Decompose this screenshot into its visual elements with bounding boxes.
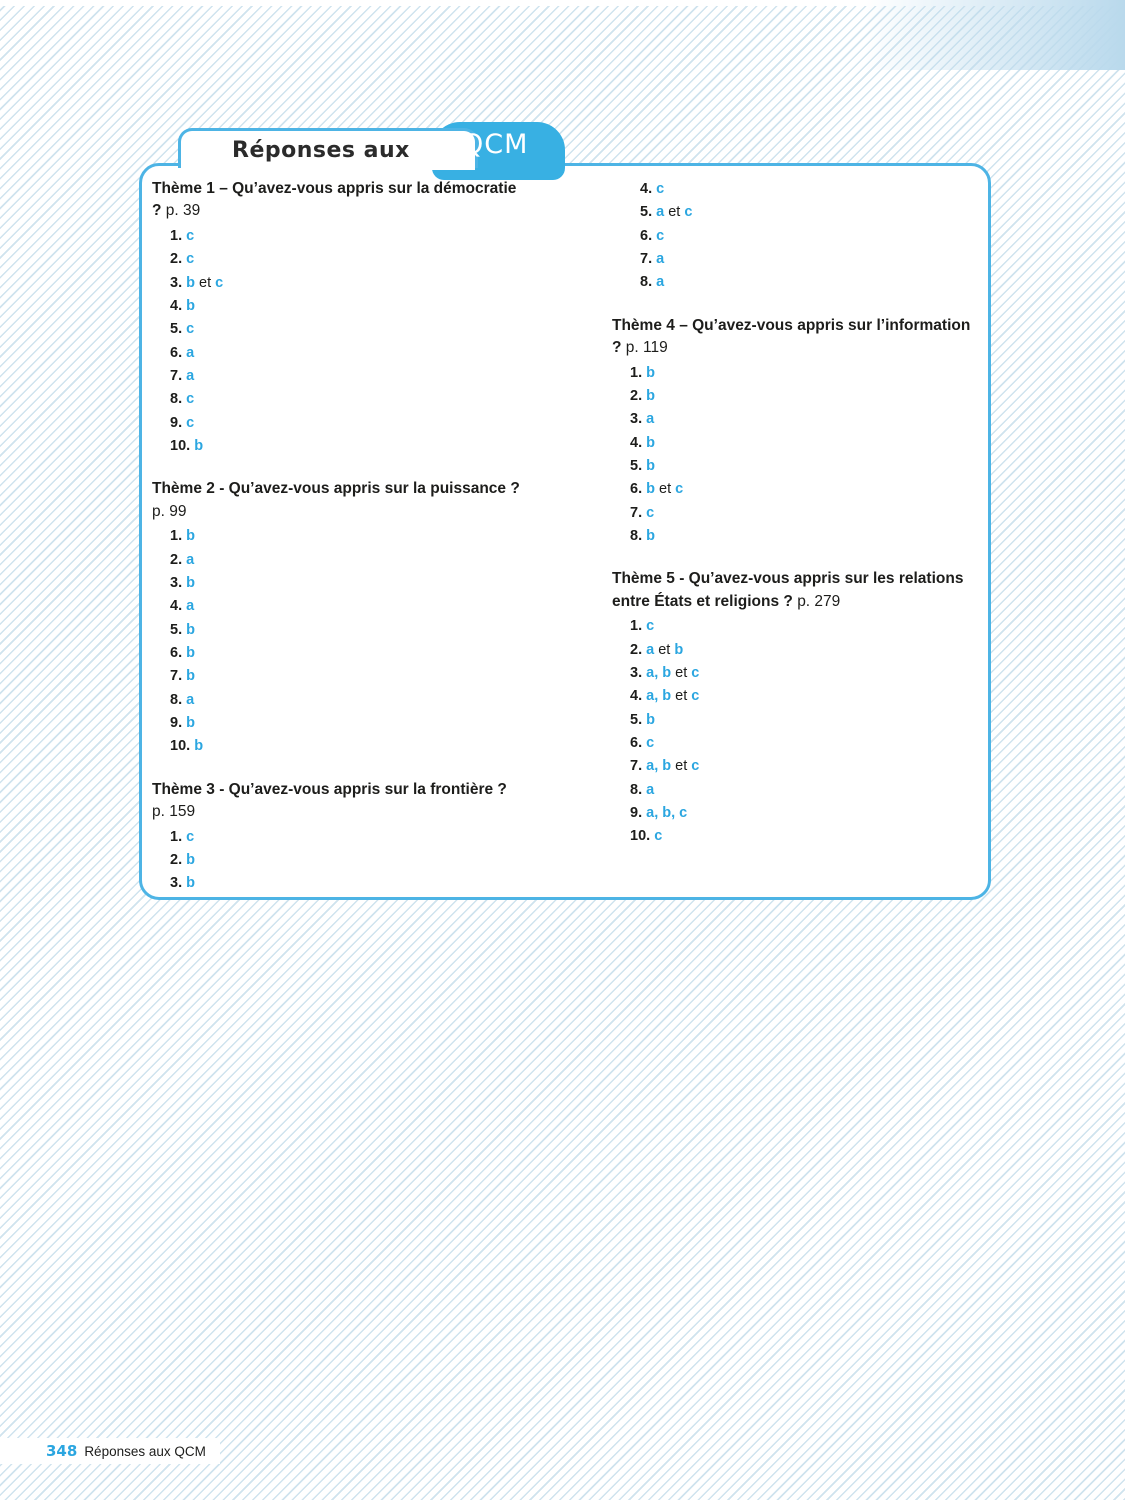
answer-value: a <box>646 781 655 798</box>
answer-separator: et <box>659 481 672 498</box>
answer-value: b <box>646 711 655 728</box>
answer-number: 9. <box>170 414 183 431</box>
answer-value-extra: b <box>662 688 672 705</box>
answer-row <box>630 408 982 431</box>
answer-value: a, <box>646 805 659 822</box>
answer-number: 6. <box>630 735 643 752</box>
theme-page-ref: p. 99 <box>152 502 187 520</box>
answer-row <box>170 849 522 872</box>
theme-block <box>612 315 982 549</box>
answer-value-secondary: c <box>691 665 700 682</box>
answer-row <box>630 455 982 478</box>
answer-row <box>630 502 982 525</box>
answer-number: 7. <box>170 668 183 685</box>
answer-value: a <box>646 641 655 658</box>
answer-value: b <box>646 481 655 498</box>
answer-number: 10. <box>170 438 191 455</box>
answer-row <box>630 732 982 755</box>
answer-number: 6. <box>170 344 183 361</box>
answers-column-left <box>152 178 522 916</box>
answer-value: b <box>186 645 195 662</box>
title-tab-cover <box>181 162 475 170</box>
answer-row <box>630 525 982 548</box>
answer-number: 2. <box>170 251 183 268</box>
answer-row <box>170 642 522 665</box>
answer-value: b <box>186 297 195 314</box>
answer-row <box>170 318 522 341</box>
answer-row <box>640 201 982 224</box>
answer-value-secondary: c <box>691 758 700 775</box>
answer-number: 9. <box>630 805 643 822</box>
answer-value: c <box>646 735 655 752</box>
answer-value-secondary: b <box>674 641 684 658</box>
answer-number: 3. <box>630 665 643 682</box>
theme-page-ref: p. 159 <box>152 803 196 821</box>
answer-value: a <box>186 551 195 568</box>
answer-row <box>630 385 982 408</box>
theme-heading: Thème 3 - Qu’avez-vous appris sur la frontière ? p. 159 <box>152 780 507 821</box>
answer-number: 1. <box>170 528 183 545</box>
answer-value: b <box>186 875 195 892</box>
answer-value: a, <box>646 688 659 705</box>
answer-number: 3. <box>170 575 183 591</box>
answer-separator: et <box>675 665 688 682</box>
theme-heading: Thème 2 - Qu’avez-vous appris sur la puissance ? p. 99 <box>152 480 520 520</box>
answer-number: 2. <box>170 551 183 568</box>
answer-row <box>170 712 522 735</box>
theme-heading: Thème 4 – Qu’avez-vous appris sur l’information ? p. 119 <box>612 316 971 357</box>
answer-value: c <box>646 504 655 521</box>
answer-number: 5. <box>640 204 653 221</box>
answer-row <box>640 248 982 271</box>
answer-row <box>170 225 522 248</box>
answer-number: 7. <box>630 758 643 775</box>
answer-separator: et <box>199 274 212 291</box>
theme-heading: Thème 1 – Qu’avez-vous appris sur la démocratie ? p. 39 <box>152 180 517 220</box>
answer-value: c <box>656 227 665 244</box>
answer-separator: et <box>675 758 688 775</box>
answer-number: 4. <box>640 181 653 197</box>
answer-value: b <box>646 364 655 381</box>
answer-row <box>640 271 982 294</box>
answer-value: c <box>186 828 195 845</box>
answer-list <box>612 615 982 848</box>
answer-number: 4. <box>630 434 643 451</box>
answers-column-right <box>612 178 982 869</box>
theme-heading: Thème 5 - Qu’avez-vous appris sur les relations entre États et religions ? p. 279 <box>612 570 964 610</box>
answer-separator: et <box>668 204 681 221</box>
answer-number: 1. <box>170 828 183 845</box>
answer-value: c <box>186 227 195 244</box>
answer-value: b <box>186 668 195 685</box>
answer-value: b <box>186 528 195 545</box>
answer-separator: et <box>658 641 671 658</box>
answer-number: 6. <box>640 227 653 244</box>
answer-separator: et <box>675 688 688 705</box>
answer-number: 8. <box>630 528 643 545</box>
answer-number: 5. <box>170 621 183 638</box>
answer-row <box>630 615 982 638</box>
answer-value-extra: b <box>662 758 672 775</box>
answer-value: a <box>656 251 665 268</box>
answer-number: 7. <box>170 368 183 384</box>
answer-value: b <box>186 274 195 291</box>
footer-label: Réponses aux QCM <box>84 1443 206 1459</box>
answer-row <box>170 272 522 295</box>
answer-value: b <box>186 852 195 869</box>
answer-number: 1. <box>170 227 183 244</box>
answer-row <box>170 572 522 595</box>
answer-number: 8. <box>630 781 643 798</box>
answer-row <box>170 826 522 849</box>
answer-row <box>170 388 522 411</box>
answer-number: 5. <box>630 458 643 475</box>
answer-row <box>170 689 522 712</box>
answer-value: c <box>186 391 195 408</box>
answer-row <box>170 365 522 388</box>
answer-row <box>170 595 522 618</box>
answer-row <box>170 665 522 688</box>
answer-value: a, <box>646 758 659 775</box>
answer-value: a <box>656 274 665 291</box>
answer-value: a <box>646 411 655 428</box>
answer-value: a <box>186 368 195 384</box>
page-footer <box>0 1438 220 1464</box>
answer-row <box>630 362 982 385</box>
answer-row <box>630 755 982 778</box>
answer-list <box>152 826 522 896</box>
answer-row <box>630 639 982 662</box>
answer-list <box>152 525 522 758</box>
answer-number: 8. <box>170 691 183 708</box>
answer-value: b <box>646 434 655 451</box>
answer-number: 7. <box>630 504 643 521</box>
answer-number: 7. <box>640 251 653 268</box>
answer-value: a <box>656 204 665 221</box>
answer-value-secondary: c <box>691 688 700 705</box>
answer-number: 3. <box>170 274 183 291</box>
answer-value-secondary: c <box>679 805 688 822</box>
answer-number: 10. <box>170 738 191 755</box>
answer-number: 2. <box>170 852 183 869</box>
theme-block <box>612 568 982 848</box>
answer-row <box>640 225 982 248</box>
answer-number: 2. <box>630 388 643 404</box>
page-title: Réponses aux <box>232 138 410 163</box>
answer-number: 3. <box>630 411 643 428</box>
answer-row <box>630 802 982 825</box>
answer-number: 9. <box>170 715 183 732</box>
answer-row <box>170 549 522 572</box>
theme-page-ref: p. 119 <box>625 339 668 357</box>
answer-row <box>630 825 982 848</box>
answer-number: 2. <box>630 641 643 658</box>
answer-number: 10. <box>630 828 651 845</box>
theme-block <box>152 779 522 896</box>
answer-value: c <box>186 321 195 338</box>
theme-block <box>612 178 982 295</box>
answer-value: b <box>194 438 204 455</box>
answer-row <box>170 735 522 758</box>
answer-value-secondary: c <box>215 274 224 291</box>
qcm-badge-label: QCM <box>462 129 529 160</box>
answer-number: 4. <box>170 297 183 314</box>
answer-value: b <box>646 528 655 545</box>
answer-value: b <box>194 738 204 755</box>
theme-block <box>152 478 522 758</box>
answer-value: a <box>186 691 195 708</box>
answer-number: 1. <box>630 618 643 635</box>
top-right-gradient <box>865 0 1125 70</box>
theme-page-ref: p. 279 <box>797 592 841 610</box>
answer-row <box>630 709 982 732</box>
answer-value-secondary: c <box>675 481 684 498</box>
answer-value: b <box>186 621 195 638</box>
answer-row <box>640 178 982 201</box>
answer-value-extra: b, <box>662 805 676 822</box>
answer-row <box>630 432 982 455</box>
answer-number: 5. <box>630 711 643 728</box>
answer-number: 1. <box>630 364 643 381</box>
answer-number: 4. <box>630 688 643 705</box>
answer-value: a <box>186 344 195 361</box>
answer-number: 8. <box>640 274 653 291</box>
answer-list <box>612 178 982 295</box>
answer-value: c <box>646 618 655 635</box>
answer-list <box>152 225 522 458</box>
answer-number: 4. <box>170 598 183 615</box>
answer-number: 5. <box>170 321 183 338</box>
answer-value: b <box>186 575 195 591</box>
answer-value: c <box>186 414 195 431</box>
answer-row <box>630 478 982 501</box>
theme-block <box>152 178 522 458</box>
answer-value: a, <box>646 665 659 682</box>
answer-value-secondary: c <box>684 204 693 221</box>
answer-row <box>630 662 982 685</box>
answer-number: 6. <box>630 481 643 498</box>
answer-row <box>170 525 522 548</box>
answer-number: 6. <box>170 645 183 662</box>
footer-page-number: 348 <box>46 1442 78 1460</box>
answer-row <box>630 685 982 708</box>
answer-row <box>170 342 522 365</box>
answer-row <box>170 295 522 318</box>
answer-value: c <box>656 181 665 197</box>
answer-value: a <box>186 598 195 615</box>
answer-value: b <box>646 388 655 404</box>
answer-row <box>170 248 522 271</box>
answer-row <box>630 779 982 802</box>
answer-row <box>170 619 522 642</box>
answer-row <box>170 435 522 458</box>
answer-list <box>612 362 982 549</box>
answer-value: b <box>186 715 195 732</box>
answer-number: 8. <box>170 391 183 408</box>
answer-value: c <box>654 828 663 845</box>
answer-number: 3. <box>170 875 183 892</box>
answer-value: c <box>186 251 195 268</box>
answer-value: b <box>646 458 655 475</box>
answer-row <box>170 412 522 435</box>
answer-row <box>170 872 522 895</box>
answer-value-extra: b <box>662 665 672 682</box>
theme-page-ref: p. 39 <box>165 202 201 220</box>
